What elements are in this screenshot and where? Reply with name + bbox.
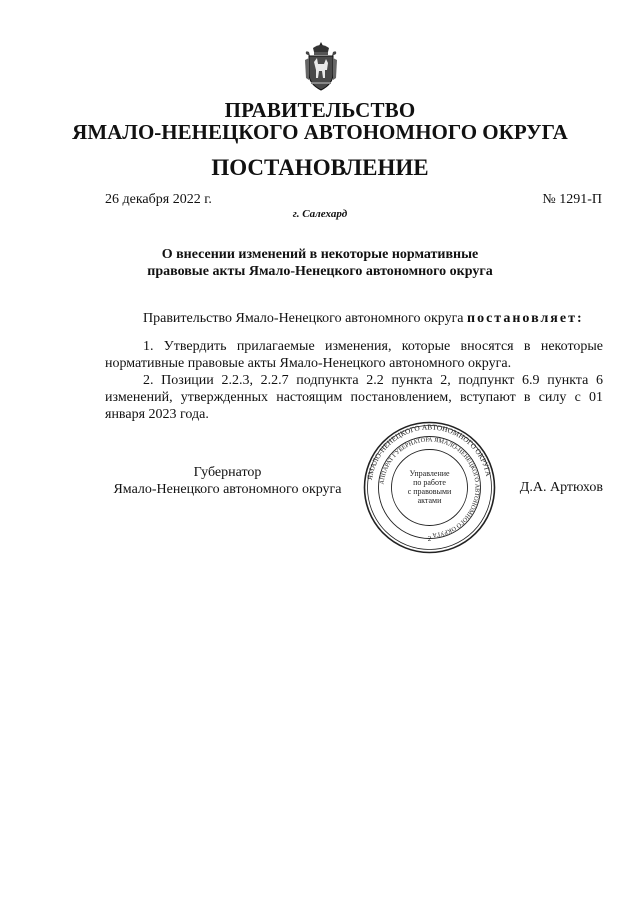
intro-text: Правительство Ямало-Ненецкого автономного округа — [143, 311, 464, 326]
document-number: № 1291-П — [542, 192, 602, 207]
document-city: г. Салехард — [292, 208, 348, 220]
stamp-ring-text: АППАРАТ ГУБЕРНАТОРА ЯМАЛО-НЕНЕЦКОГО АВТОНОМНОГО ОКРУГА — [378, 436, 481, 539]
stamp-center-line4: актами — [417, 496, 442, 505]
subject-line2: правовые акты Ямало-Ненецкого автономного округа — [147, 264, 493, 279]
government-title-line2: ЯМАЛО-НЕНЕЦКОГО АВТОНОМНОГО ОКРУГА — [72, 120, 568, 144]
stamp-center-line1: Управление — [409, 469, 450, 478]
signatory-title-line2: Ямало-Ненецкого автономного округа — [113, 482, 342, 497]
document-date: 26 декабря 2022 г. — [105, 192, 212, 207]
stamp-number: 2 — [427, 535, 432, 543]
item-1-paragraph: 1. Утвердить прилагаемые изменения, которые вносятся в некоторые нормативные правовые акты Ямало-Ненецкого автономного округа. — [105, 339, 603, 371]
official-stamp — [362, 420, 497, 555]
signatory-name: Д.А. Артюхов — [519, 480, 603, 495]
government-title-line1: ПРАВИТЕЛЬСТВО — [224, 98, 416, 122]
stamp-center-line3: с правовыми — [407, 487, 452, 496]
coat-of-arms-emblem — [303, 40, 339, 94]
document-type-title: ПОСТАНОВЛЕНИЕ — [211, 155, 429, 180]
signatory-title — [105, 464, 350, 498]
intro-emphasis: постановляет: — [467, 311, 584, 326]
stamp-outer-text: ЯМАЛО-НЕНЕЦКОГО АВТОНОМНОГО ОКРУГА — [365, 422, 494, 481]
item-2-paragraph: 2. Позиции 2.2.3, 2.2.7 подпункта 2.2 пункта 2, подпункт 6.9 пункта 6 изменений, утвержденных настоящим постановлением, вступают в силу с 01 января 2023 года. — [105, 373, 603, 422]
signatory-title-line1: Губернатор — [193, 465, 262, 480]
subject-line1: О внесении изменений в некоторые нормативные — [161, 247, 479, 262]
stamp-center-line2: по работе — [413, 478, 446, 487]
intro-paragraph — [105, 310, 603, 327]
document-subject — [0, 246, 640, 280]
